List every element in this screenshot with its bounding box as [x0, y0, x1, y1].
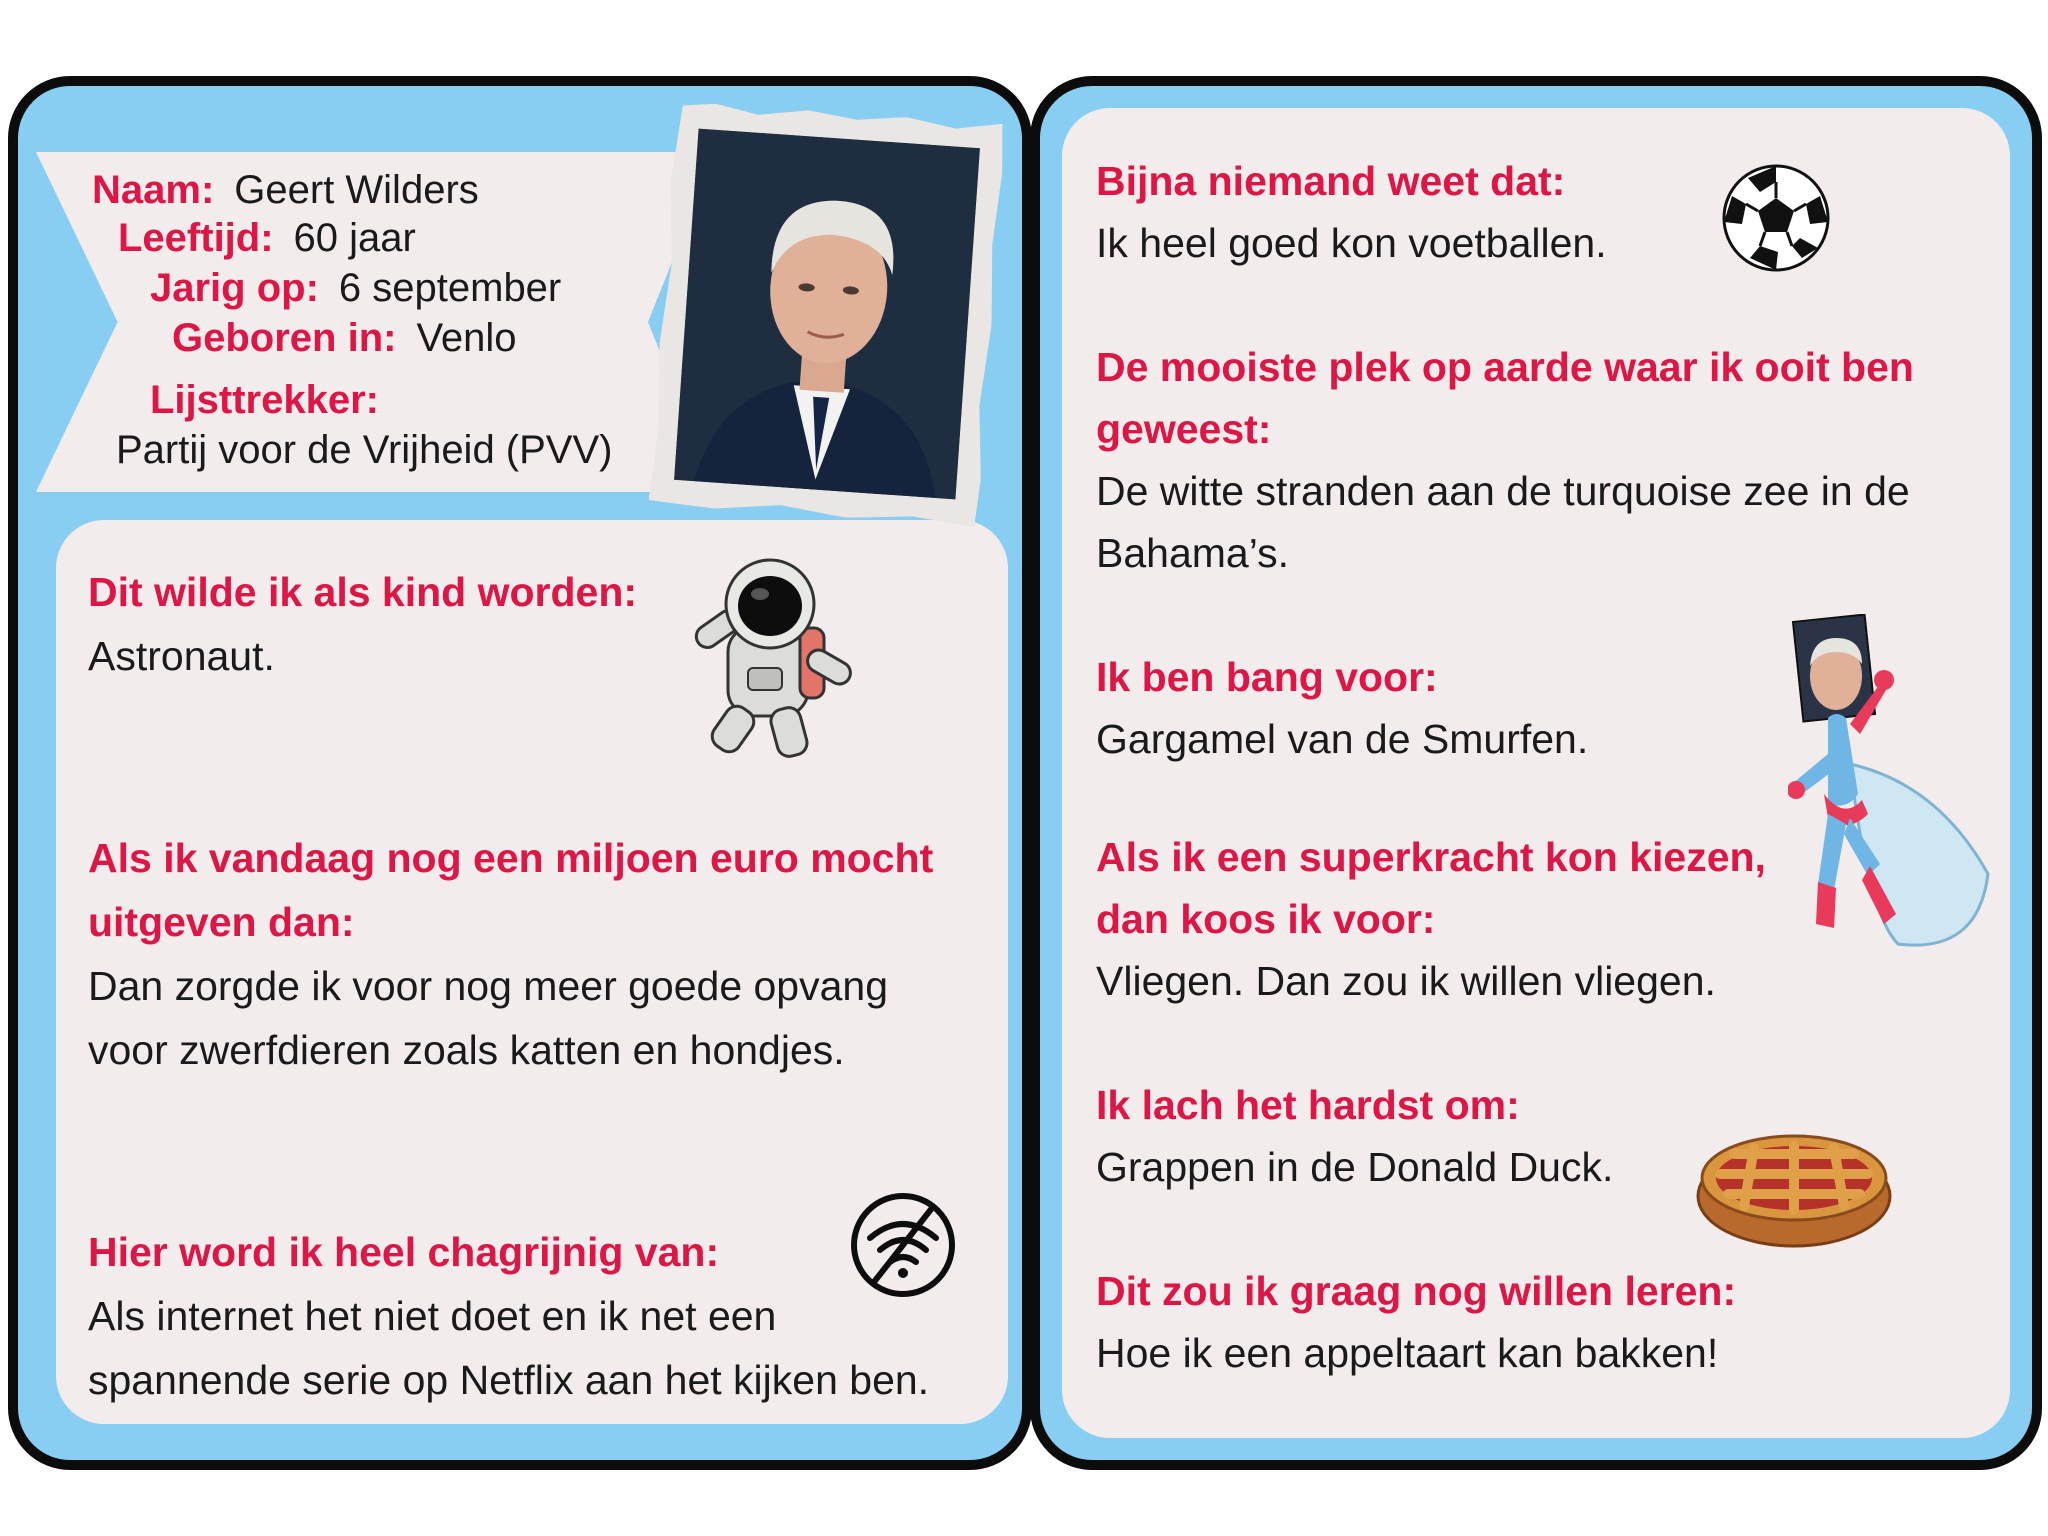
question-text: Ik ben bang voor: [1096, 654, 1438, 700]
age-row [118, 214, 416, 262]
right-question-2 [1096, 336, 1926, 584]
question-text: Ik lach het hardst om: [1096, 1082, 1520, 1128]
portrait-photo-frame [648, 101, 1005, 527]
profile-card-right [1030, 76, 2042, 1470]
answer-text: Vliegen. Dan zou ik willen vliegen. [1096, 958, 1716, 1004]
answer-text: Astronaut. [88, 633, 275, 679]
question-text: Dit zou ik graag nog willen leren: [1096, 1268, 1737, 1314]
name-label: Naam: [92, 168, 215, 212]
born-label: Geboren in: [172, 316, 397, 360]
birthday-value: 6 september [338, 266, 562, 310]
birthday-row [150, 264, 561, 312]
question-text: Als ik vandaag nog een miljoen euro mocht uitgeven dan: [88, 835, 934, 945]
birthday-label: Jarig op: [150, 266, 319, 310]
left-question-2 [88, 826, 998, 1082]
answer-text: Ik heel goed kon voetballen. [1096, 220, 1607, 266]
portrait-photo [674, 129, 980, 500]
name-value: Geert Wilders [234, 168, 479, 212]
apple-pie-icon [1694, 1118, 1894, 1250]
age-label: Leeftijd: [118, 216, 274, 260]
answer-text: De witte stranden aan de turquoise zee in de Bahama’s. [1096, 468, 1910, 576]
question-text: Hier word ik heel chagrijnig van: [88, 1229, 720, 1275]
astronaut-icon [688, 556, 868, 766]
right-question-1 [1096, 150, 1996, 274]
superhero-icon [1788, 614, 2000, 1034]
party-label: Lijsttrekker: [150, 378, 379, 422]
answer-text: Dan zorgde ik voor nog meer goede opvang voor zwerfdieren zoals katten en hondjes. [88, 963, 889, 1073]
answer-text: Gargamel van de Smurfen. [1096, 716, 1589, 762]
name-row [92, 166, 479, 214]
age-value: 60 jaar [293, 216, 416, 260]
party-label-row [150, 376, 399, 424]
right-question-6 [1096, 1260, 1996, 1384]
answer-text: Als internet het niet doet en ik net een spannende serie op Netflix aan het kijken ben. [88, 1293, 930, 1403]
born-row [172, 314, 517, 362]
question-text: Dit wilde ik als kind worden: [88, 569, 638, 615]
party-value-row [116, 426, 612, 474]
party-value: Partij voor de Vrijheid (PVV) [116, 428, 613, 472]
football-icon [1720, 162, 1832, 274]
right-question-4 [1096, 826, 1836, 1012]
no-wifi-icon [848, 1190, 958, 1300]
question-text: Als ik een superkracht kon kiezen, dan koos ik voor: [1096, 834, 1766, 942]
born-value: Venlo [416, 316, 517, 360]
question-text: Bijna niemand weet dat: [1096, 158, 1566, 204]
answer-text: Grappen in de Donald Duck. [1096, 1144, 1614, 1190]
answer-text: Hoe ik een appeltaart kan bakken! [1096, 1330, 1719, 1376]
question-text: De mooiste plek op aarde waar ik ooit ben geweest: [1096, 344, 1914, 452]
